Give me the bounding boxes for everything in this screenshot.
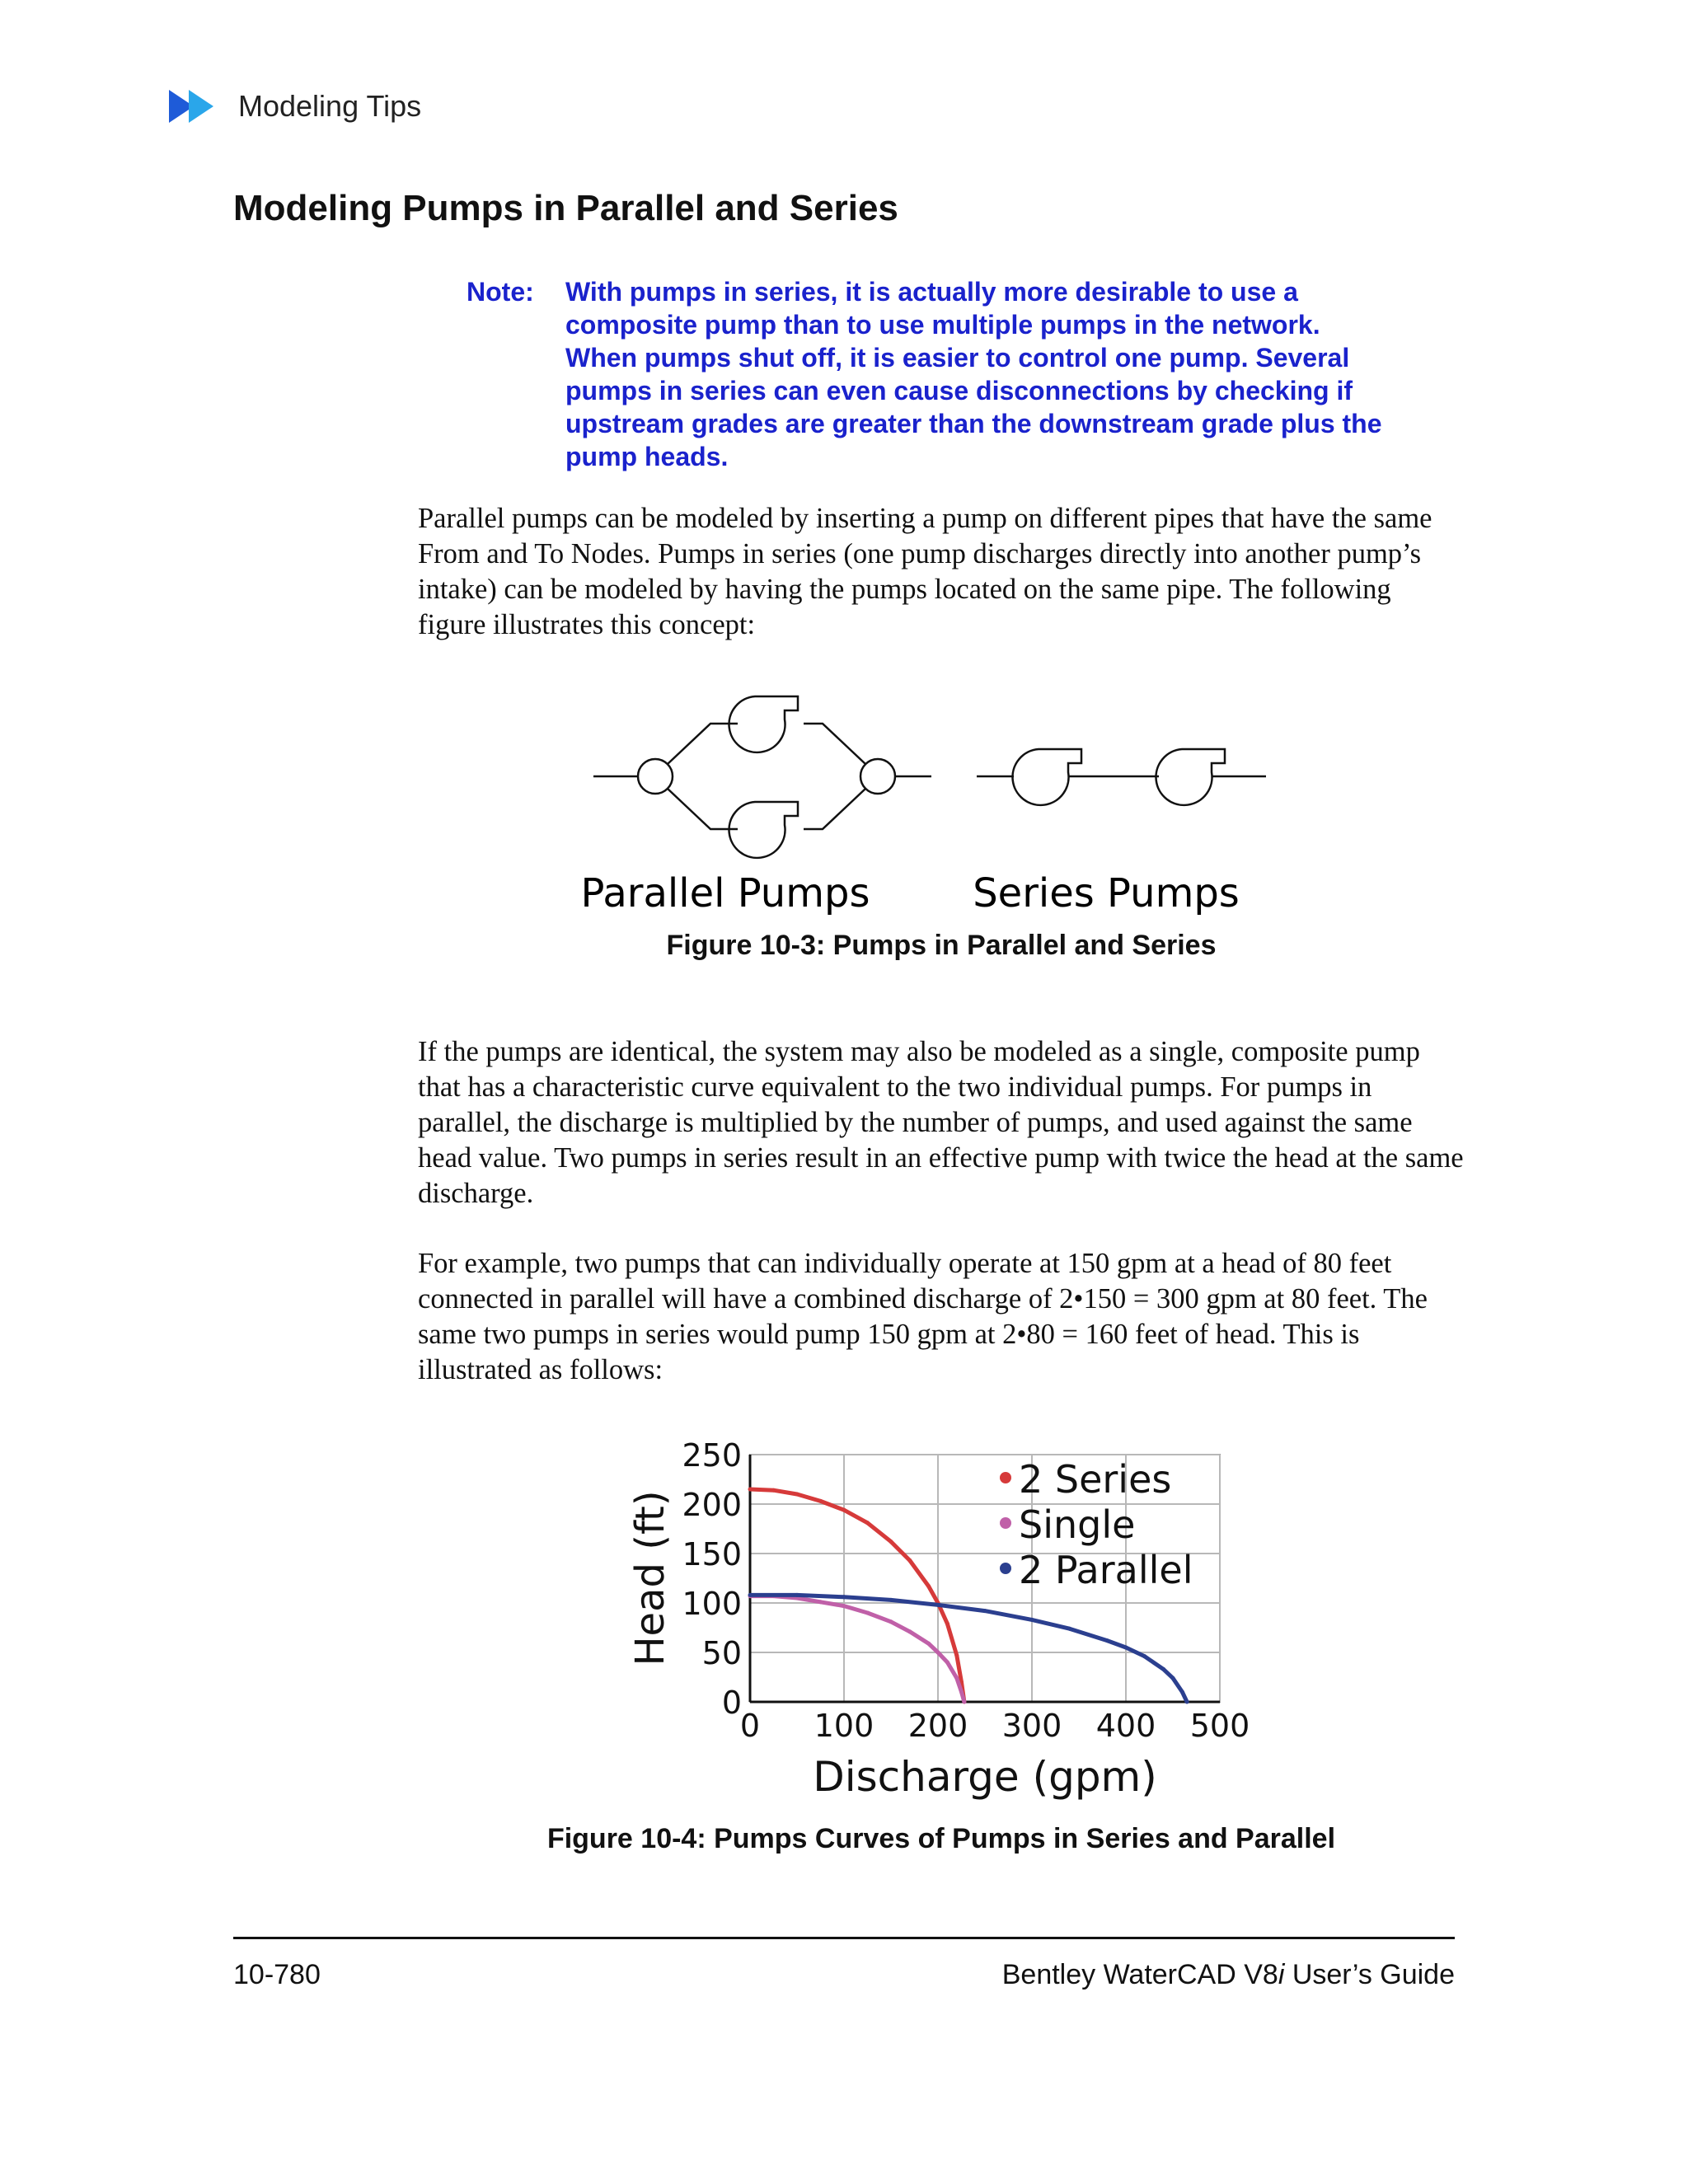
- note-block: [467, 275, 1406, 473]
- legend-label: 2 Series: [1019, 1457, 1172, 1502]
- figure-3-caption: Figure 10-3: Pumps in Parallel and Series: [666, 930, 1217, 961]
- y-tick-label: 150: [682, 1536, 742, 1572]
- series-point: [1180, 1690, 1184, 1694]
- y-tick-label: 250: [682, 1437, 742, 1474]
- pumps-diagram-svg: [569, 682, 1294, 930]
- guide-title: [1002, 1959, 1455, 1991]
- series-point: [945, 1622, 950, 1626]
- figure-4-caption: Figure 10-4: Pumps Curves of Pumps in Series and Parallel: [546, 1823, 1336, 1854]
- series-point: [1142, 1654, 1146, 1658]
- series-point: [842, 1508, 846, 1512]
- series-point: [936, 1603, 940, 1607]
- series-point: [748, 1593, 753, 1597]
- series-point: [954, 1676, 959, 1680]
- x-tick-label: 300: [1001, 1708, 1062, 1744]
- legend-marker: [1000, 1472, 1011, 1483]
- series-point: [1171, 1676, 1175, 1680]
- series-point: [983, 1609, 987, 1613]
- pumps-diagram: [569, 682, 1294, 930]
- series-point: [795, 1593, 799, 1597]
- series-point: [795, 1493, 799, 1497]
- series-point: [748, 1488, 753, 1492]
- series-point: [962, 1700, 966, 1704]
- legend-marker: [1000, 1517, 1011, 1529]
- guide-title-italic: i: [1278, 1959, 1285, 1990]
- x-tick-label: 100: [814, 1708, 874, 1744]
- x-tick-label: 400: [1095, 1708, 1156, 1744]
- x-tick-label: 500: [1189, 1708, 1250, 1744]
- page-title: Modeling Pumps in Parallel and Series: [233, 188, 898, 228]
- series-point: [926, 1642, 931, 1646]
- note-label: Note:: [467, 277, 534, 307]
- series-point: [889, 1598, 893, 1602]
- series-point: [865, 1521, 870, 1525]
- pump-curves-chart: [606, 1422, 1265, 1813]
- series-point: [842, 1595, 846, 1599]
- paragraph-composite-pump: If the pumps are identical, the system may also be modeled as a single, composite pump that has a characteristic curve equivalent to the two individual pumps. For pumps in parallel, the discharge is multiplied by the number of pumps, and used against the same head value. Two pumps in series result in an effective pump with twice the head at the same discharge.: [418, 1036, 1464, 1209]
- legend-label: 2 Parallel: [1019, 1548, 1193, 1592]
- y-tick-label: 50: [701, 1635, 742, 1671]
- note-text: With pumps in series, it is actually more desirable to use a composite pump than to use multiple pumps in the network. When pumps shut off, it is easier to control one pump. Several pumps in series can even cause disconnections by checking if upstream grades are greater than the downstream grade plus the pump heads.: [565, 277, 1382, 471]
- series-point: [842, 1604, 846, 1608]
- pump-icon-parallel-lower: [729, 802, 798, 858]
- series-point: [945, 1661, 950, 1665]
- section-title: Modeling Tips: [238, 89, 422, 123]
- series-point: [926, 1584, 931, 1588]
- series-point: [959, 1690, 964, 1694]
- x-axis-label: Discharge (gpm): [813, 1753, 1157, 1801]
- series-point: [1030, 1618, 1034, 1622]
- y-tick-label: 200: [682, 1487, 742, 1523]
- series-point: [1161, 1667, 1165, 1671]
- series-point: [1124, 1646, 1128, 1650]
- paragraph-example: For example, two pumps that can individually operate at 150 gpm at a head of 80 feet connected in parallel will have a combined discharge of 2•150 = 300 gpm at 80 feet. The same two pumps in series would pump 150 gpm at 2•80 = 160 feet of head. This is illustrated as follows:: [418, 1248, 1428, 1385]
- series-point: [818, 1600, 823, 1604]
- parallel-pumps-label: Parallel Pumps: [580, 870, 870, 916]
- series-point: [865, 1611, 870, 1615]
- series-point: [889, 1540, 893, 1544]
- series-point: [771, 1488, 776, 1493]
- guide-title-prefix: Bentley WaterCAD V8: [1001, 1959, 1278, 1990]
- series-pumps-label: Series Pumps: [973, 870, 1240, 916]
- y-tick-label: 100: [682, 1586, 742, 1622]
- series-point: [954, 1653, 959, 1657]
- footer-divider: [233, 1937, 1455, 1939]
- page-number: 10-780: [233, 1959, 321, 1990]
- series-point: [936, 1651, 940, 1655]
- legend-marker: [1000, 1563, 1011, 1574]
- series-point: [818, 1499, 823, 1503]
- paragraph-parallel-series-intro: Parallel pumps can be modeled by inserting a pump on different pipes that have the same From and To Nodes. Pumps in series (one pump discharges directly into another pump’s intake) can be modeled by having the pumps located on the same pipe. The following figure illustrates this concept:: [418, 503, 1432, 640]
- guide-title-suffix: User’s Guide: [1284, 1959, 1455, 1990]
- legend-label: Single: [1019, 1502, 1136, 1547]
- double-arrow-icon: [169, 88, 220, 124]
- series-point: [907, 1629, 912, 1633]
- series-point: [1105, 1638, 1109, 1643]
- series-point: [1067, 1627, 1071, 1631]
- pump-icon-parallel-upper: [729, 696, 798, 752]
- series-point: [907, 1558, 912, 1563]
- running-header: [169, 87, 421, 126]
- pump-curves-chart-svg: [606, 1422, 1265, 1813]
- y-axis-label: Head (ft): [627, 1490, 673, 1666]
- series-point: [889, 1619, 893, 1624]
- x-tick-label: 200: [907, 1708, 968, 1744]
- series-point: [1185, 1700, 1189, 1704]
- x-tick-label: 0: [739, 1708, 761, 1744]
- y-tick-label: 0: [721, 1685, 742, 1721]
